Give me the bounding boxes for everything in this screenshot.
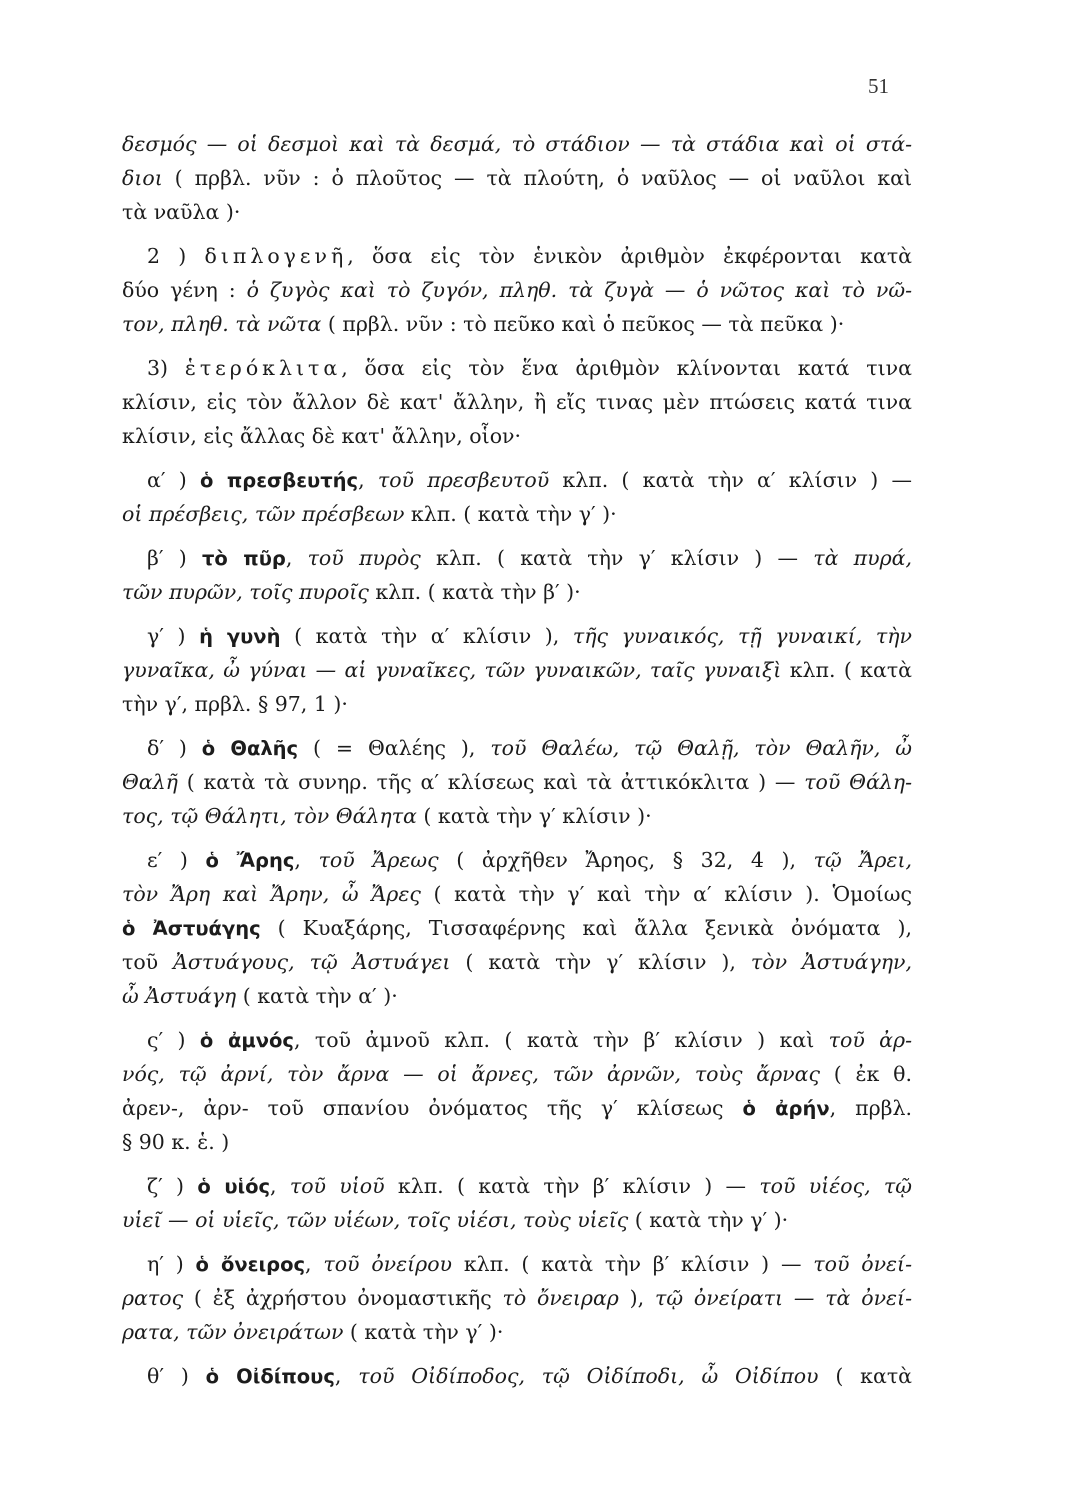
text-segment: κλπ. ( κατὰ — [781, 658, 913, 682]
text-line — [122, 1203, 912, 1237]
text-line — [122, 497, 912, 531]
text-segment: τοῦ υἱέος, τῷ — [759, 1174, 912, 1198]
text-segment: , — [358, 468, 378, 492]
text-segment: δεσμός — οἱ δεσμοὶ καὶ τὰ δεσμά, τὸ στάδιον — τὰ στάδια καὶ οἱ στά- — [122, 132, 912, 156]
text-line — [122, 765, 912, 799]
text-segment: τὴν γ′, πρβλ. § 97, 1 )· — [122, 692, 348, 716]
text-segment: ( κατὰ τὴν γ′ )· — [343, 1320, 504, 1344]
text-segment: § 90 κ. ἑ. ) — [122, 1130, 230, 1154]
text-segment: τοῦ υἱοῦ — [289, 1174, 385, 1198]
text-line — [122, 239, 912, 273]
text-segment: ( κατὰ τὴν γ′ κλίσιν ), — [450, 950, 751, 974]
text-segment: τὸν Ἄρη καὶ Ἄρην, ὦ Ἄρες — [122, 882, 421, 906]
text-segment: δ′ ) — [147, 736, 202, 760]
text-segment: τῷ ὀνείρατι — τὰ ὀνεί- — [655, 1286, 912, 1310]
text-segment: τοῦ Ἄρεως — [318, 848, 439, 872]
text-segment: ( κατὰ τὴν γ′ καὶ τὴν α′ κλίσιν ). Ὁμοίως — [420, 882, 912, 906]
headword: ὁ υἱός — [197, 1175, 271, 1198]
text-segment: τοῦ πρεσβευτοῦ — [377, 468, 550, 492]
text-segment: ὁ ζυγὸς καὶ τὸ ζυγόν, πληθ. τὰ ζυγὰ — ὁ νῶτος καὶ τὸ νῶ- — [246, 278, 912, 302]
text-line — [122, 653, 912, 687]
text-segment: ( κατὰ τὴν γ′ )· — [628, 1208, 789, 1232]
text-segment: , — [305, 1252, 324, 1276]
text-line — [122, 1125, 912, 1159]
text-segment: τοῦ ὀνείρου — [323, 1252, 453, 1276]
text-segment: ( = Θαλέης ), — [298, 736, 491, 760]
text-segment: , — [334, 1364, 359, 1388]
text-segment: ( κατὰ τὴν γ′ κλίσιν )· — [416, 804, 652, 828]
text-segment: , — [285, 546, 308, 570]
headword: ὁ ἀμνός — [199, 1029, 294, 1052]
text-segment: ), — [618, 1286, 656, 1310]
text-line — [122, 463, 912, 497]
text-line — [122, 1281, 912, 1315]
text-line — [122, 273, 912, 307]
text-segment: τοῦ ὀνεί- — [813, 1252, 912, 1276]
text-segment: τοῦ Οἰδίποδος, τῷ Οἰδίποδι, ὦ Οἰδίπου — [358, 1364, 819, 1388]
text-segment: , ὅσα εἰς τὸν ἑνικὸν ἀριθμὸν ἐκφέρονται κατὰ — [347, 244, 913, 268]
text-line — [122, 575, 912, 609]
text-segment: ε′ ) — [147, 848, 206, 872]
text-segment: κλπ. ( κατὰ τὴν γ′ )· — [404, 502, 617, 526]
text-segment: τὸ ὄνειραρ — [502, 1286, 619, 1310]
text-segment: τοῦ Θαλέω, τῷ Θαλῇ, τὸν Θαλῆν, ὦ — [490, 736, 912, 760]
text-segment: ( ἐκ θ. — [819, 1062, 912, 1086]
text-line — [122, 619, 912, 653]
text-line — [122, 127, 912, 161]
headword: ὁ Οἰδίπους — [205, 1365, 335, 1388]
text-line — [122, 911, 912, 945]
text-segment: Θαλῆ — [122, 770, 178, 794]
text-line — [122, 843, 912, 877]
text-line — [122, 877, 912, 911]
text-segment: κλπ. ( κατὰ τὴν β′ κλίσιν ) — — [452, 1252, 814, 1276]
headword: ὁ ὄνειρος — [195, 1253, 306, 1276]
text-line — [122, 541, 912, 575]
text-segment: κλπ. ( κατὰ τὴν β′ κλίσιν ) — — [384, 1174, 760, 1198]
headword: ὁ πρεσβευτής — [199, 469, 359, 492]
text-segment: κλπ. ( κατὰ τὴν γ′ κλίσιν ) — — [420, 546, 814, 570]
text-line — [122, 1091, 912, 1125]
text-segment: υἱεῖ — οἱ υἱεῖς, τῶν υἱέων, τοῖς υἱέσι, τοὺς υἱεῖς — [122, 1208, 629, 1232]
text-line — [122, 1023, 912, 1057]
text-segment: τον, πληθ. τὰ νῶτα — [122, 312, 322, 336]
text-segment: τοῦ ἀρ- — [828, 1028, 913, 1052]
text-segment: ( κατὰ τὴν α′ )· — [236, 984, 398, 1008]
text-line — [122, 1359, 912, 1393]
text-segment: Ἀστυάγους, τῷ Ἀστυάγει — [173, 950, 451, 974]
text-segment: , πρβλ. — [829, 1096, 912, 1120]
text-segment: θ′ ) — [147, 1364, 206, 1388]
text-segment: κλίσιν, εἰς τὸν ἄλλον δὲ κατ' ἄλλην, ἢ εἴς τινας μὲν πτώσεις κατά τινα — [122, 390, 912, 414]
text-segment: ζ′ ) — [147, 1174, 198, 1198]
text-segment: τῷ Ἄρει, — [813, 848, 912, 872]
text-segment: γυναῖκα, ὦ γύναι — αἱ γυναῖκες, τῶν γυναικῶν, ταῖς γυναιξὶ — [122, 658, 782, 682]
text-segment: κλπ. ( κατὰ τὴν α′ κλίσιν ) — — [549, 468, 912, 492]
headword: τὸ πῦρ — [201, 547, 286, 570]
text-line — [122, 419, 912, 453]
text-segment: τοῦ Θάλη- — [804, 770, 912, 794]
text-segment: τοῦ — [122, 950, 174, 974]
text-line — [122, 979, 912, 1013]
headword: ἡ γυνὴ — [199, 625, 281, 648]
text-segment: ( ἐξ ἀχρήστου ὀνομαστικῆς — [183, 1286, 503, 1310]
text-segment: τὰ ναῦλα )· — [122, 200, 241, 224]
text-line — [122, 1169, 912, 1203]
text-segment: ( πρβλ. νῦν : ὁ πλοῦτος — τὰ πλούτη, ὁ ναῦλος — οἱ ναῦλοι καὶ — [162, 166, 912, 190]
text-line — [122, 945, 912, 979]
text-line — [122, 385, 912, 419]
text-segment: κλπ. ( κατὰ τὴν β′ )· — [368, 580, 581, 604]
text-segment: , τοῦ ἀμνοῦ κλπ. ( κατὰ τὴν β′ κλίσιν ) καὶ — [293, 1028, 829, 1052]
headword: ὁ ἀρήν — [742, 1097, 830, 1120]
text-line — [122, 1057, 912, 1091]
text-segment: ἀρεν-, ἀρν- τοῦ σπανίου ὀνόματος τῆς γ′ κλίσεως — [122, 1096, 743, 1120]
text-segment: διπλογενῆ — [204, 244, 348, 268]
text-segment: δύο γένη : — [122, 278, 247, 302]
text-segment: τος, τῷ Θάλητι, τὸν Θάλητα — [122, 804, 417, 828]
text-segment: ( ἀρχῆθεν Ἄρηος, § 32, 4 ), — [438, 848, 814, 872]
text-segment: τοῦ πυρὸς — [307, 546, 421, 570]
text-body — [122, 127, 912, 1393]
text-segment: ( κατὰ — [818, 1364, 913, 1388]
text-segment: , — [294, 848, 319, 872]
text-segment: η′ ) — [147, 1252, 196, 1276]
text-segment: , — [270, 1174, 290, 1198]
text-line — [122, 799, 912, 833]
headword: ὁ Θαλῆς — [201, 737, 299, 760]
headword: ὁ Ἀστυάγης — [122, 917, 261, 940]
text-line — [122, 1315, 912, 1349]
text-line — [122, 731, 912, 765]
text-segment: α′ ) — [147, 468, 200, 492]
text-line — [122, 195, 912, 229]
text-segment: β′ ) — [147, 546, 202, 570]
text-segment: , ὅσα εἰς τὸν ἕνα ἀριθμὸν κλίνονται κατά τινα — [341, 356, 912, 380]
text-segment: ( κατὰ τὴν α′ κλίσιν ), — [280, 624, 573, 648]
text-segment: ( πρβλ. νῦν : τὸ πεῦκο καὶ ὁ πεῦκος — τὰ πεῦκα )· — [321, 312, 845, 336]
text-segment: τὸν Ἀστυάγην, — [750, 950, 912, 974]
text-segment: 2 ) — [147, 244, 205, 268]
text-segment: ( κατὰ τὰ συνηρ. τῆς α′ κλίσεως καὶ τὰ ἀττικόκλιτα ) — — [177, 770, 805, 794]
text-segment: τῶν πυρῶν, τοῖς πυροῖς — [122, 580, 369, 604]
page-number: 51 — [868, 74, 889, 98]
text-segment: ( Κυαξάρης, Τισσαφέρνης καὶ ἄλλα ξενικὰ ὀνόματα ), — [260, 916, 912, 940]
text-segment: ρατος — [122, 1286, 184, 1310]
text-segment: οἱ πρέσβεις, τῶν πρέσβεων — [122, 502, 405, 526]
text-line — [122, 351, 912, 385]
text-segment: ἑτερόκλιτα — [184, 356, 342, 380]
headword: ὁ Ἄρης — [205, 849, 295, 872]
text-segment: τὰ πυρά, — [813, 546, 912, 570]
text-segment: κλίσιν, εἰς ἄλλας δὲ κατ' ἄλλην, οἷον· — [122, 424, 522, 448]
text-line — [122, 1247, 912, 1281]
text-line — [122, 687, 912, 721]
text-segment: διοι — [122, 166, 163, 190]
text-segment: ς′ ) — [147, 1028, 200, 1052]
text-segment: τῆς γυναικός, τῇ γυναικί, τὴν — [572, 624, 912, 648]
text-segment: γ′ ) — [147, 624, 200, 648]
text-segment: ὦ Ἀστυάγη — [122, 984, 237, 1008]
text-line — [122, 307, 912, 341]
text-segment: 3) — [147, 356, 185, 380]
text-line — [122, 161, 912, 195]
text-segment: νός, τῷ ἀρνί, τὸν ἄρνα — οἱ ἄρνες, τῶν ἀρνῶν, τοὺς ἄρνας — [122, 1062, 820, 1086]
text-segment: ρατα, τῶν ὀνειράτων — [122, 1320, 344, 1344]
